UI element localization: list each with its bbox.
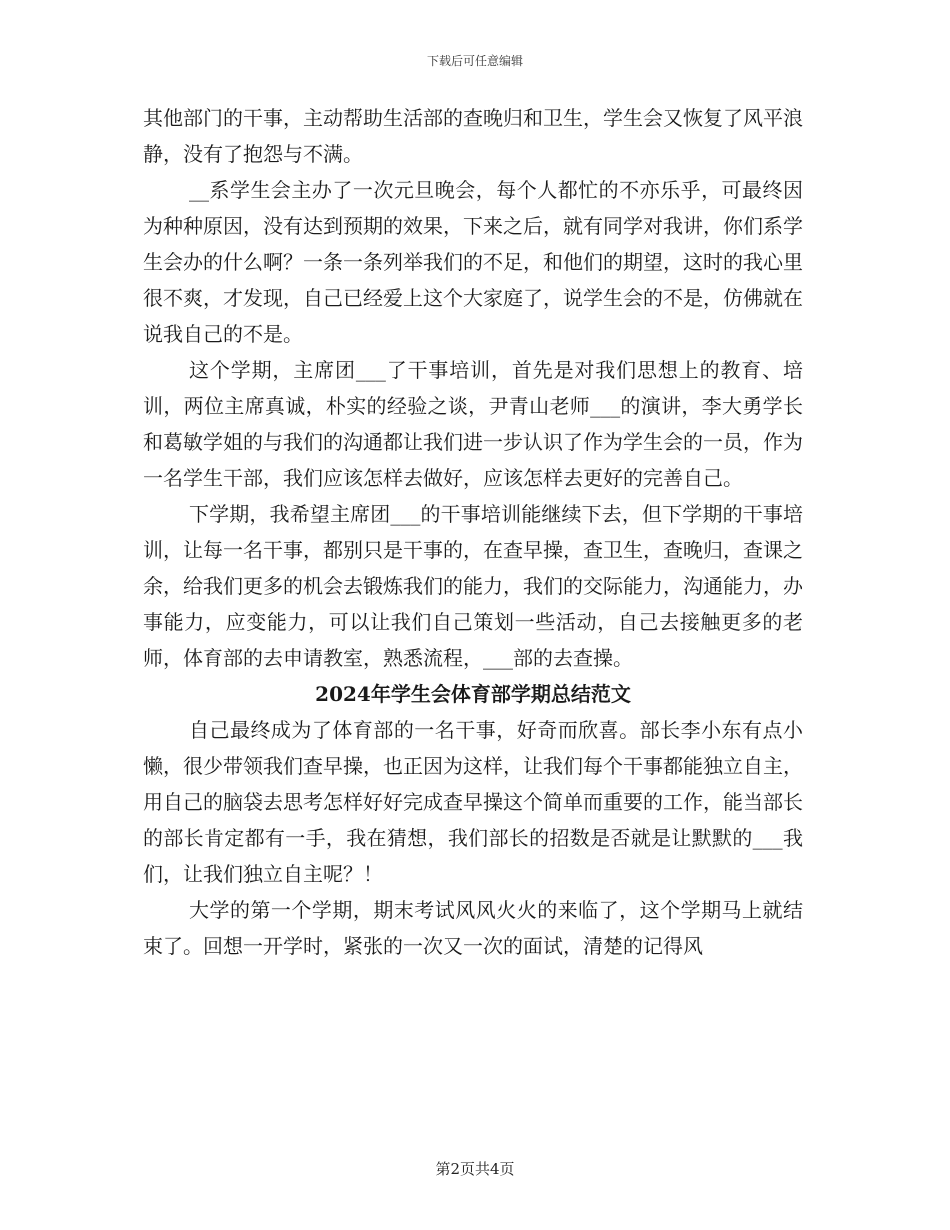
section-title: 2024年学生会体育部学期总结范文 xyxy=(315,682,631,706)
paragraph-3: 这个学期，主席团___了干事培训，首先是对我们思想上的教育、培训，两位主席真诚，朴实的经验之谈，尹青山老师___的演讲，李大勇学长和葛敏学姐的与我们的沟通都让我们进一步认识了作为学生会的一员，作为一名学生干部，我们应该怎样去做好，应该怎样去更好的完善自己。 xyxy=(143,358,803,490)
paragraph-5: 自己最终成为了体育部的一名干事，好奇而欣喜。部长李小东有点小懒，很少带领我们查早操，也正因为这样，让我们每个干事都能独立自主，用自己的脑袋去思考怎样好好完成查早操这个简单而重要的工作，能当部长的部长肯定都有一手，我在猜想，我们部长的招数是否就是让默默的___我们，让我们独立自主呢？！ xyxy=(143,718,803,886)
document-body xyxy=(143,100,803,964)
paragraph-6: 大学的第一个学期，期末考试风风火火的来临了，这个学期马上就结束了。回想一开学时，紧张的一次又一次的面试，清楚的记得风 xyxy=(143,898,803,958)
page-number: 第2页共4页 xyxy=(435,1160,515,1178)
paragraph-4: 下学期，我希望主席团___的干事培训能继续下去，但下学期的干事培训，让每一名干事，都别只是干事的，在查早操，查卫生，查晚归，查课之余，给我们更多的机会去锻炼我们的能力，我们的交际能力，沟通能力，办事能力，应变能力，可以让我们自己策划一些活动，自己去接触更多的老师，体育部的去申请教室，熟悉流程，___部的去查操。 xyxy=(143,502,803,670)
page-header: 下载后可任意编辑 xyxy=(426,54,523,68)
paragraph-1: 其他部门的干事，主动帮助生活部的查晚归和卫生，学生会又恢复了风平浪静，没有了抱怨与不满。 xyxy=(143,106,803,166)
paragraph-2: __系学生会主办了一次元旦晚会，每个人都忙的不亦乐乎，可最终因为种种原因，没有达到预期的效果，下来之后，就有同学对我讲，你们系学生会办的什么啊？一条一条列举我们的不足，和他们的期望，这时的我心里很不爽，才发现，自己已经爱上这个大家庭了，说学生会的不是，仿佛就在说我自己的不是。 xyxy=(143,178,803,346)
